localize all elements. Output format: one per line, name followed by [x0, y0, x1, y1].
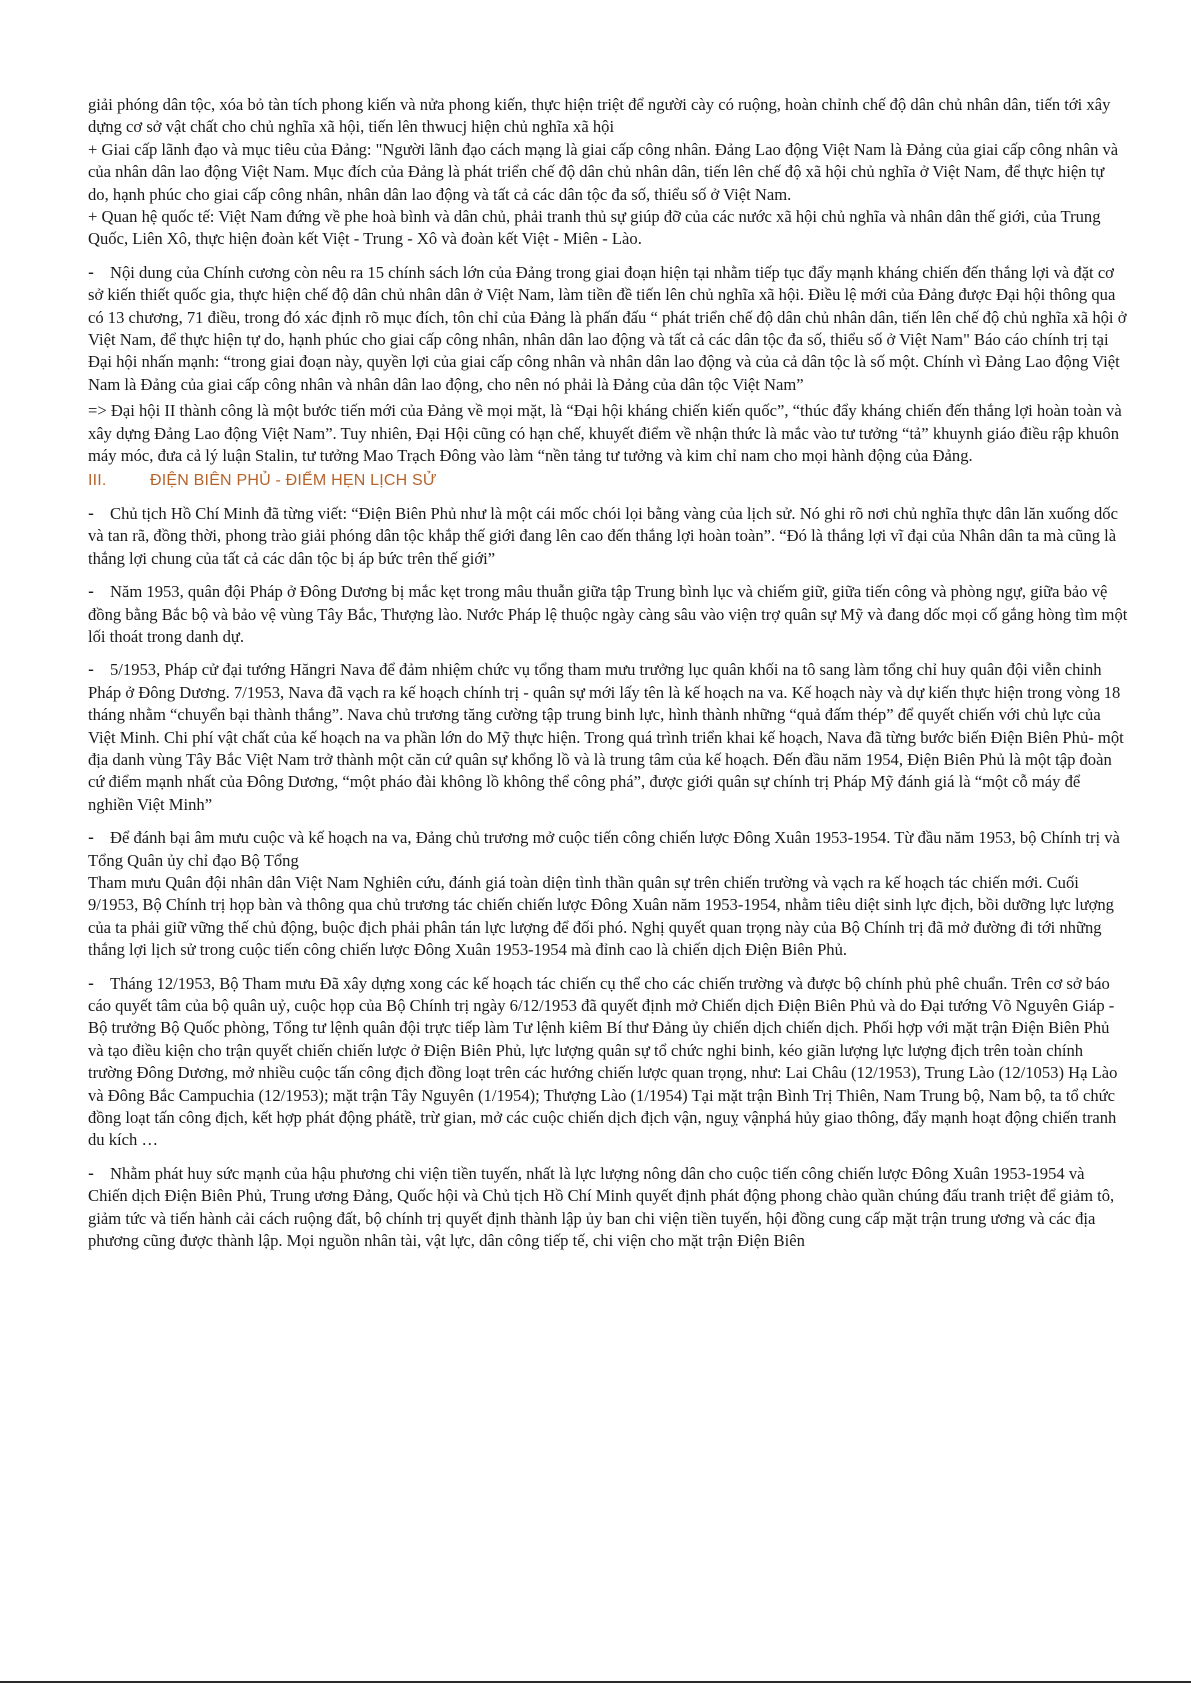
bullet-dash: -	[88, 972, 94, 993]
paragraph-platform-content: - Nội dung của Chính cương còn nêu ra 15 chính sách lớn của Đảng trong giai đoạn hiện tại nhằm tiếp tục đẩy mạnh kháng chiến đến thắng lợi và đặt cơ sở kiến thiết quốc gia, thực hiện chế độ dân chủ nhân dân ở Việt Nam, làm tiền đề tiến lên chủ nghĩa xã hội. Điều lệ mới của Đảng được Đại hội thông qua có 13 chương, 71 điều, trong đó xác định rõ mục đích, tôn chỉ của Đảng là phấn đấu “ phát triển chế độ dân chủ nhân dân, tiến lên chế độ chủ nghĩa xã hội ở Việt Nam, để thực hiện tự do, hạnh phúc cho giai cấp công nhân, nhân dân lao động và tất cả các dân tộc đa số, thiểu số ở Việt Nam" Báo cáo chính trị tại Đại hội nhấn mạnh: “trong giai đoạn này, quyền lợi của giai cấp công nhân và nhân dân lao động và của cả dân tộc là số một. Chính vì Đảng Lao động Việt Nam là Đảng của giai cấp công nhân và nhân dân lao động, cho nên nó phải là Đảng của dân tộc Việt Nam”	[88, 261, 1127, 394]
bullet-dash: -	[88, 502, 94, 523]
paragraph-general-staff: Tham mưu Quân đội nhân dân Việt Nam Nghiên cứu, đánh giá toàn diện tình thần quân sự trên chiến trường và vạch ra kế hoạch tác chiến mới. Cuối 9/1953, Bộ Chính trị họp bàn và thông qua chủ trương tác chiến chiến lược Đông Xuân năm 1953-1954, nhằm tiêu diệt sinh lực địch, bồi dưỡng lực lượng của ta phải giữ vững thế chủ động, buộc địch phải phân tán lực lượng để đối phó. Nghị quyết quan trọng này của Bộ Chính trị đã mở đường đi tới những thắng lợi lịch sử trong cuộc tiến công chiến lược Đông Xuân 1953-1954 mà đỉnh cao là chiến dịch Điện Biên Phủ.	[88, 873, 1114, 960]
paragraph-dan-toc-goals: giải phóng dân tộc, xóa bỏ tàn tích phong kiến và nửa phong kiến, thực hiện triệt để người cày có ruộng, hoàn chỉnh chế độ dân chủ nhân dân, tiến tới xây dựng cơ sở vật chất cho chủ nghĩa xã hội, tiến lên thwucj hiện chủ nghĩa xã hội	[88, 95, 1111, 137]
page-bottom-rule	[0, 1681, 1191, 1683]
bullet-dash: -	[88, 1162, 94, 1183]
paragraph-winter-spring-offensive: - Để đánh bại âm mưu cuộc và kế hoạch na va, Đảng chủ trương mở cuộc tiến công chiến lược Đông Xuân 1953-1954. Từ đầu năm 1953, bộ Chính trị và Tổng Quân ủy chỉ đạo Bộ Tổng	[88, 827, 1120, 870]
paragraph-leadership-class: + Giai cấp lãnh đạo và mục tiêu của Đảng: "Người lãnh đạo cách mạng là giai cấp công nhân. Đảng Lao động Việt Nam là Đảng của giai cấp công nhân và của nhân dân lao động Việt Nam. Mục đích của Đảng là phát triển chế độ dân chủ nhân dân, tiến lên chế độ xã hội chủ nghĩa ở Việt Nam, để thực hiện tự do, hạnh phúc cho giai cấp công nhân, nhân dân lao động và tất cả các dân tộc đa số, thiểu số ở Việt Nam.	[88, 139, 1119, 204]
section-title: ĐIỆN BIÊN PHỦ - ĐIỂM HẸN LỊCH SỬ	[150, 471, 437, 489]
bullet-dash: -	[88, 659, 94, 680]
paragraph-ho-chi-minh-quote: - Chủ tịch Hồ Chí Minh đã từng viết: “Điện Biên Phủ như là một cái mốc chói lọi bằng vàng của lịch sử. Nó ghi rõ nơi chủ nghĩa thực dân lăn xuống dốc và tan rã, đồng thời, phong trào giải phóng dân tộc khắp thế giới đang lên cao đến thắng lợi hoàn toàn”. “Đó là thắng lợi vĩ đại của Nhân dân ta mà cũng là thắng lợi chung của tất cả các dân tộc bị áp bức trên thế giới”	[88, 502, 1118, 568]
paragraph-navarre-plan: - 5/1953, Pháp cử đại tướng Hăngri Nava để đảm nhiệm chức vụ tổng tham mưu trưởng lục quân khối na tô sang làm tổng chỉ huy quân đội viễn chinh Pháp ở Đông Dương. 7/1953, Nava đã vạch ra kế hoạch chính trị - quân sự mới lấy tên là kế hoạch na va. Kế hoạch này và dự kiến thực hiện trong vòng 18 tháng nhằm “chuyển bại thành thắng”. Nava chủ trương tăng cường tập trung binh lực, hình thành những “quả đấm thép” để quyết chiến với chủ lực của Việt Minh. Chi phí vật chất của kế hoạch na va phần lớn do Mỹ thực hiện. Trong quá trình triển khai kế hoạch, Nava đã từng bước biến Điện Biên Phủ- một địa danh vùng Tây Bắc Việt Nam trở thành một căn cứ quân sự khổng lồ và là trung tâm của kế hoạch. Đến đầu năm 1954, Điện Biên Phủ là một tập đoàn cứ điểm mạnh nhất của Đông Dương, “một pháo đài không lồ không thể công phá”, được giới quân sự chính trị Pháp Mỹ đánh giá là “một cỗ máy để nghiền Việt Minh”	[88, 659, 1124, 814]
bullet-dash: -	[88, 581, 94, 602]
bullet-dash: -	[88, 261, 94, 282]
paragraph-december-1953: - Tháng 12/1953, Bộ Tham mưu Đã xây dựng xong các kế hoạch tác chiến cụ thể cho các chiến trường và được bộ chính phủ phê chuẩn. Trên cơ sở báo cáo quyết tâm của bộ quân uỷ, cuộc họp của Bộ Chính trị ngày 6/12/1953 đã quyết định mở Chiến dịch Điện Biên Phủ và do Đại tướng Võ Nguyên Giáp - Bộ trưởng Bộ Quốc phòng, Tổng tư lệnh quân đội trực tiếp làm Tư lệnh kiêm Bí thư Đảng ủy chiến dịch chiến dịch. Phối hợp với mặt trận Điện Biên Phủ và tạo điều kiện cho trận quyết chiến chiến lược ở Điện Biên Phủ, lực lượng quân sự tổ chức nghi binh, kéo giãn lượng lực lượng địch trên toàn chính trường Đông Dương, mở nhiều cuộc tấn công địch đồng loạt trên các hướng chiến lược quan trọng, như: Lai Châu (12/1953), Trung Lào (12/1053) Hạ Lào và Đông Bắc Campuchia (12/1953); mặt trận Tây Nguyên (1/1954); Thượng Lào (1/1954) Tại mặt trận Bình Trị Thiên, Nam Trung bộ, Nam bộ, ta tổ chức đồng loạt tấn công địch, kết hợp phát động phátề, trừ gian, mở các cuộc chiến dịch địch vận, nguỵ vậnphá hủy giao thông, đẩy mạnh hoạt động chiến tranh du kích …	[88, 972, 1118, 1150]
section-heading	[88, 470, 1128, 492]
paragraph-french-army-1953: - Năm 1953, quân đội Pháp ở Đông Dương bị mắc kẹt trong mâu thuẫn giữa tập Trung bình lục và chiếm giữ, giữa tiến công và phòng ngự, giữa bảo vệ đồng bằng Bắc bộ và bảo vệ vùng Tây Bắc, Thượng lào. Nước Pháp lệ thuộc ngày càng sâu vào viện trợ quân sự Mỹ và đang dốc mọi cố gắng hòng tìm một lối thoát trong danh dự.	[88, 581, 1128, 646]
bullet-dash: -	[88, 827, 94, 848]
paragraph-international-relations: + Quan hệ quốc tế: Việt Nam đứng về phe hoà bình và dân chủ, phải tranh thủ sự giúp đỡ của các nước xã hội chủ nghĩa và nhân dân thế giới, của Trung Quốc, Liên Xô, thực hiện đoàn kết Việt - Trung - Xô và đoàn kết Việt - Miên - Lào.	[88, 207, 1101, 249]
paragraph-rear-support: - Nhằm phát huy sức mạnh của hậu phương chi viện tiền tuyến, nhất là lực lượng nông dân cho cuộc tiến công chiến lược Đông Xuân 1953-1954 và Chiến dịch Điện Biên Phủ, Trung ương Đảng, Quốc hội và Chủ tịch Hồ Chí Minh quyết định phát động phong chào quần chúng đấu tranh triệt để giảm tô, giảm tức và tiến hành cải cách ruộng đất, bộ chính trị quyết định thành lập ủy ban chi viện tiền tuyến, hội đồng cung cấp mặt trận trung ương và các địa phương cũng được thành lập. Mọi nguồn nhân tài, vật lực, dân công tiếp tế, chi viện cho mặt trận Điện Biên	[88, 1162, 1115, 1251]
section-number: III.	[88, 471, 107, 489]
document-page	[88, 94, 1128, 1253]
paragraph-congress-conclusion: => Đại hội II thành công là một bước tiến mới của Đảng về mọi mặt, là “Đại hội kháng chiến kiến quốc”, “thúc đẩy kháng chiến đến thắng lợi hoàn toàn và xây dựng Đảng Lao động Việt Nam”. Tuy nhiên, Đại Hội cũng có hạn chế, khuyết điểm về nhận thức là mắc vào tư tưởng “tả” khuynh giáo điều rập khuôn máy móc, đưa cả lý luận Stalin, tư tưởng Mao Trạch Đông vào làm “nền tảng tư tưởng và kim chỉ nam cho mọi hành động của Đảng.	[88, 401, 1122, 466]
